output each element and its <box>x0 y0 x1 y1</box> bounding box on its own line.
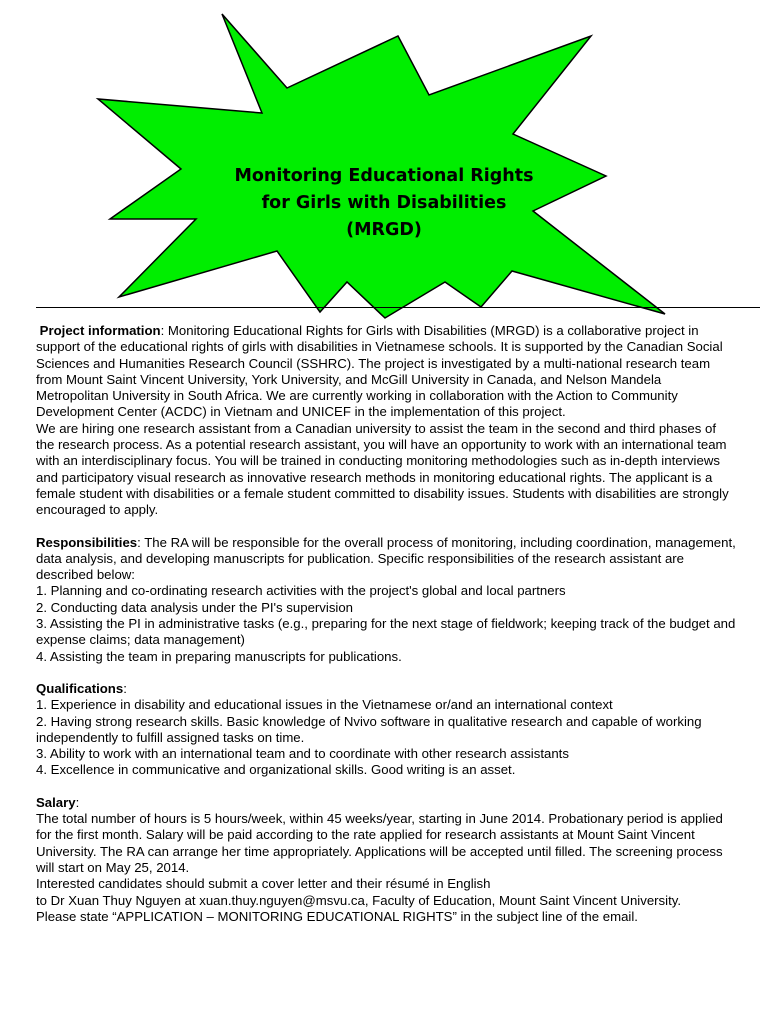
qualification-item: 2. Having strong research skills. Basic knowledge of Nvivo software in qualitative research and capable of working independently to fulfill assigned tasks on time. <box>36 713 702 745</box>
qualifications-heading-colon: : <box>123 680 127 696</box>
qualification-item: 3. Ability to work with an international team and to coordinate with other research assistants <box>36 746 569 762</box>
salary-heading-colon: : <box>75 794 80 810</box>
document-title <box>200 163 568 244</box>
project-paragraph-1 <box>36 323 736 421</box>
responsibilities-heading-colon: : <box>137 534 141 550</box>
responsibilities-text: The RA will be responsible for the overall process of monitoring, including coordination, management, data analysis, and developing manuscripts for publication. Specific responsibilities of the research assistant are described below: <box>36 534 736 583</box>
qualification-item: 1. Experience in disability and educational issues in the Vietnamese or/and an international context <box>36 697 613 713</box>
salary-text: The total number of hours is 5 hours/week, within 45 weeks/year, starting in June 2014. Probationary period is applied for the first month. Salary will be paid according to the rate applied for research assistants at Mount Saint Vincent University. The RA can arrange her time appropriately. Applications will be accepted until filled. The screening process will start on May 25, 2014. <box>36 811 723 875</box>
section-gap <box>36 779 736 795</box>
title-starburst <box>0 0 768 320</box>
responsibility-item: 3. Assisting the PI in administrative tasks (e.g., preparing for the next stage of fieldwork; keeping track of the budget and expense claims; data management) <box>36 616 736 648</box>
contact-line: Interested candidates should submit a cover letter and their résumé in English <box>36 876 491 892</box>
project-paragraph-2: We are hiring one research assistant from a Canadian university to assist the team in the second and third phases of the research process. As a potential research assistant, you will have an opportunity to work with an international team with an interdisciplinary focus. You will be trained in conducting monitoring methodologies such as in-depth interviews and participatory visual research as innovative research methods in monitoring educational rights. The applicant is a female student with disabilities or a female student committed to disability issues. Students with disabilities are strongly encouraged to apply. <box>36 420 729 518</box>
project-heading-colon: : <box>160 323 165 338</box>
contact-line: to Dr Xuan Thuy Nguyen at xuan.thuy.nguyen@msvu.ca, Faculty of Education, Mount Saint Vincent University. <box>36 892 682 908</box>
title-line-2: for Girls with Disabilities <box>261 193 507 213</box>
contact-line: Please state “APPLICATION – MONITORING EDUCATIONAL RIGHTS” in the subject line of the email. <box>36 908 638 924</box>
responsibility-item: 2. Conducting data analysis under the PI's supervision <box>36 599 354 615</box>
qualifications-section <box>36 681 736 779</box>
responsibility-item: 1. Planning and co-ordinating research activities with the project's global and local partners <box>36 583 566 599</box>
section-gap <box>36 519 736 535</box>
document-body <box>36 323 736 925</box>
qualifications-heading: Qualifications <box>36 680 124 696</box>
project-information-section <box>36 323 736 519</box>
title-line-1: Monitoring Educational Rights <box>234 166 534 186</box>
section-gap <box>36 665 736 681</box>
project-text: Monitoring Educational Rights for Girls with Disabilities (MRGD) is a collaborative project in support of the educational rights of girls with disabilities in Vietnamese schools. It is supported by the Canadian Social Sciences and Humanities Research Council (SSHRC). The project is investigated by a multi-national research team from Mount Saint Vincent University, York University, and McGill University in Canada, and Nelson Mandela Metropolitan University in South Africa. We are currently working in collaboration with the Action to Community Development Center (ACDC) in Vietnam and UNICEF in the implementation of this project. <box>36 323 723 420</box>
responsibilities-heading: Responsibilities <box>36 534 138 550</box>
starburst-shape <box>0 0 768 320</box>
salary-heading-line <box>36 795 736 811</box>
responsibilities-paragraph <box>36 535 736 584</box>
qualifications-heading-line <box>36 681 736 697</box>
salary-section <box>36 795 736 925</box>
title-line-3: (MRGD) <box>346 220 422 240</box>
responsibilities-section <box>36 535 736 665</box>
salary-heading: Salary <box>36 794 76 810</box>
qualification-item: 4. Excellence in communicative and organizational skills. Good writing is an asset. <box>36 762 516 778</box>
responsibility-item: 4. Assisting the team in preparing manuscripts for publications. <box>36 648 402 664</box>
project-heading: Project information <box>39 323 161 338</box>
horizontal-divider <box>36 307 760 308</box>
